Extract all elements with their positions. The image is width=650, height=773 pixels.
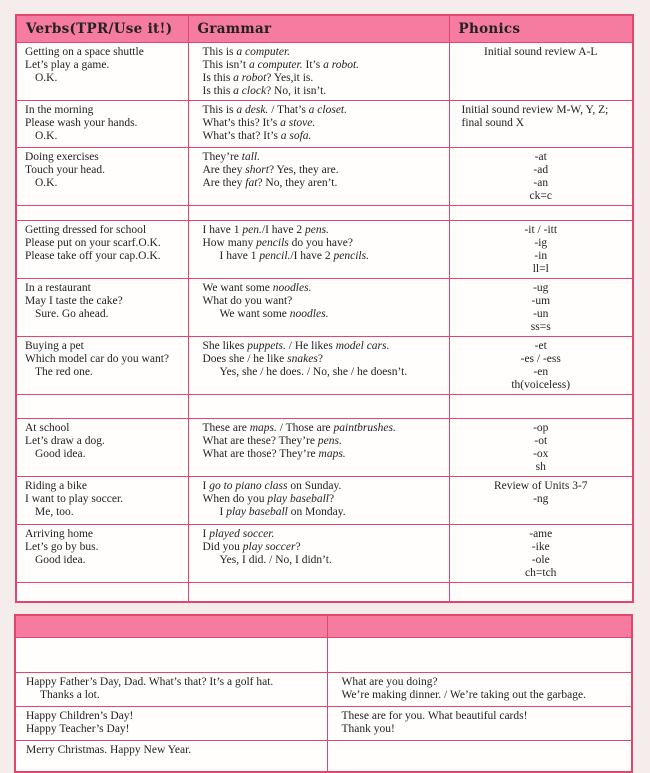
grammar-cell: She likes puppets. / He likes model cars. Does she / he like snakes? Yes, she / he does. / No, she / he doesn’t. (188, 336, 449, 394)
verbs-cell: Getting dressed for school Please put on your scarf.O.K. Please take off your cap.O.K. (16, 220, 188, 278)
blank-header-cell (15, 615, 327, 637)
greeting-row-3 (15, 740, 632, 772)
empty-cell (449, 394, 633, 418)
curriculum-table (15, 14, 634, 603)
empty-cell (449, 205, 633, 220)
phonics-cell: Initial sound review M-W, Y, Z; final sound X (449, 100, 633, 147)
phonics-cell: -et -es / -ess -en th(voiceless) (449, 336, 633, 394)
verbs-cell: Arriving home Let’s go by bus. Good idea. (16, 524, 188, 582)
greeting-right-cell: These are for you. What beautiful cards! Thank you! (327, 706, 632, 740)
phonics-cell: -ame -ike -ole ch=tch (449, 524, 633, 582)
greetings-table-body (15, 637, 632, 772)
verbs-cell: In a restaurant May I taste the cake? Sure. Go ahead. (16, 278, 188, 336)
empty-cell (188, 205, 449, 220)
column-header-grammar: Grammar (188, 15, 449, 42)
greetings-table (14, 614, 633, 773)
verbs-cell: At school Let’s draw a dog. Good idea. (16, 418, 188, 476)
empty-cell (16, 582, 188, 602)
verbs-cell: Getting on a space shuttle Let’s play a game. O.K. (16, 42, 188, 100)
phonics-cell: Initial sound review A-L (449, 42, 633, 100)
phonics-cell: -ug -um -un ss=s (449, 278, 633, 336)
grammar-cell: I go to piano class on Sunday. When do you play baseball? I play baseball on Monday. (188, 476, 449, 524)
greeting-left-cell: Merry Christmas. Happy New Year. (15, 740, 327, 772)
grammar-cell: These are maps. / Those are paintbrushes. What are these? They’re pens. What are those? They’re maps. (188, 418, 449, 476)
unit-row-3 (16, 147, 633, 205)
spacer-row (16, 205, 633, 220)
empty-cell (16, 394, 188, 418)
spacer-row (16, 394, 633, 418)
column-header-phonics: Phonics (449, 15, 633, 42)
grammar-cell: I have 1 pen./I have 2 pens. How many pencils do you have? I have 1 pencil./I have 2 pencils. (188, 220, 449, 278)
empty-cell (16, 205, 188, 220)
unit-row-7 (16, 418, 633, 476)
unit-row-2 (16, 100, 633, 147)
empty-cell (188, 394, 449, 418)
trailing-empty-row (16, 582, 633, 602)
unit-row-9 (16, 524, 633, 582)
greetings-table-head (15, 615, 632, 637)
phonics-cell: -it / -itt -ig -in ll=l (449, 220, 633, 278)
unit-row-1 (16, 42, 633, 100)
column-header-verbs: Verbs(TPR/Use it!) (16, 15, 188, 42)
greeting-right-cell (327, 740, 632, 772)
phonics-cell: -at -ad -an ck=c (449, 147, 633, 205)
unit-row-6 (16, 336, 633, 394)
unit-row-5 (16, 278, 633, 336)
verbs-cell: Buying a pet Which model car do you want? The red one. (16, 336, 188, 394)
verbs-cell: Doing exercises Touch your head. O.K. (16, 147, 188, 205)
curriculum-table-body (16, 42, 633, 602)
grammar-cell: We want some noodles. What do you want? We want some noodles. (188, 278, 449, 336)
phonics-cell: Review of Units 3-7 -ng (449, 476, 633, 524)
empty-cell (15, 637, 327, 672)
greeting-right-cell: What are you doing? We’re making dinner. / We’re taking out the garbage. (327, 672, 632, 706)
unit-row-4 (16, 220, 633, 278)
spacer-row (15, 637, 632, 672)
header-row (16, 15, 633, 42)
grammar-cell: This is a computer. This isn’t a computer. It’s a robot. Is this a robot? Yes,it is. Is this a clock? No, it isn’t. (188, 42, 449, 100)
empty-cell (327, 637, 632, 672)
verbs-cell: Riding a bike I want to play soccer. Me, too. (16, 476, 188, 524)
curriculum-table-head (16, 15, 633, 42)
greeting-row-2 (15, 706, 632, 740)
greeting-row-1 (15, 672, 632, 706)
grammar-cell: They’re tall. Are they short? Yes, they are. Are they fat? No, they aren’t. (188, 147, 449, 205)
empty-cell (449, 582, 633, 602)
greeting-left-cell: Happy Father’s Day, Dad. What’s that? It’s a golf hat. Thanks a lot. (15, 672, 327, 706)
phonics-cell: -op -ot -ox sh (449, 418, 633, 476)
grammar-cell: I played soccer. Did you play soccer? Yes, I did. / No, I didn’t. (188, 524, 449, 582)
verbs-cell: In the morning Please wash your hands. O.K. (16, 100, 188, 147)
grammar-cell: This is a desk. / That’s a closet. What’s this? It’s a stove. What’s that? It’s a sofa. (188, 100, 449, 147)
blank-header-cell (327, 615, 632, 637)
empty-cell (188, 582, 449, 602)
greetings-header-row (15, 615, 632, 637)
unit-row-8 (16, 476, 633, 524)
greeting-left-cell: Happy Children’s Day! Happy Teacher’s Day! (15, 706, 327, 740)
